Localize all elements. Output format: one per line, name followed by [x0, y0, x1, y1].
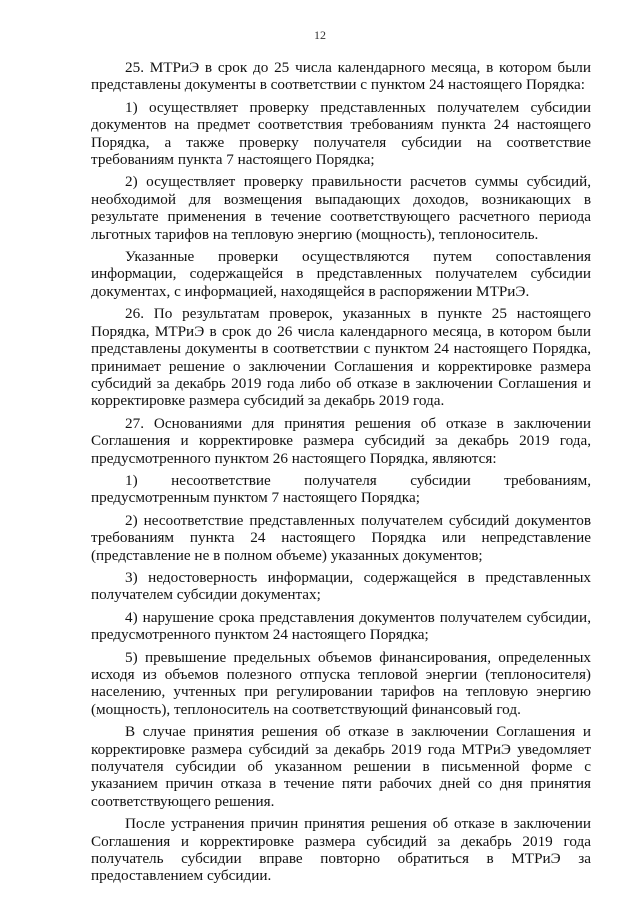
paragraph-25: 25. МТРиЭ в срок до 25 числа календарного месяца, в котором были представлены документы в соответствии с пунктом 24 настоящего Порядка:: [91, 59, 591, 94]
paragraph-27: 27. Основаниями для принятия решения об отказе в заключении Соглашения и корректировке размера субсидий за декабрь 2019 года, предусмотренного пунктом 26 настоящего Порядка, являются:: [91, 414, 591, 467]
paragraph-27-item-3: 3) недостоверность информации, содержащейся в представленных получателем субсидии документах;: [91, 568, 591, 604]
document-body: [91, 59, 591, 890]
paragraph-27-item-5: 5) превышение предельных объемов финансирования, определенных исходя из объемов полезного отпуска тепловой энергии (теплоносителя) населению, учтенных при регулировании тарифов на тепловую энергию (мощность), теплоноситель на соответствующий финансовый год.: [91, 648, 591, 718]
paragraph-reapply: После устранения причин принятия решения об отказе в заключении Соглашения и корректировке размера субсидий за декабрь 2019 года получатель субсидии вправе повторно обратиться в МТРиЭ за предоставлением субсидии.: [91, 815, 591, 885]
paragraph-25-note: Указанные проверки осуществляются путем сопоставления информации, содержащейся в представленных получателем субсидии документах, с информацией, находящейся в распоряжении МТРиЭ.: [91, 248, 591, 300]
paragraph-27-item-1: 1) несоответствие получателя субсидии требованиям, предусмотренным пунктом 7 настоящего Порядка;: [91, 471, 591, 507]
paragraph-refusal-notice: В случае принятия решения об отказе в заключении Соглашения и корректировке размера субсидий за декабрь 2019 года МТРиЭ уведомляет получателя субсидии об указанном решении в письменной форме с указанием причин отказа в течение пяти рабочих дней со дня принятия соответствующего решения.: [91, 723, 591, 810]
paragraph-25-item-1: 1) осуществляет проверку представленных получателем субсидии документов на предмет соответствия требованиям пункта 24 настоящего Порядка, а также проверку получателя субсидии на соответствие требованиям пункта 7 настоящего Порядка;: [91, 98, 591, 169]
paragraph-27-item-2: 2) несоответствие представленных получателем субсидий документов требованиям пункта 24 настоящего Порядка или непредставление (представление не в полном объеме) указанных документов;: [91, 511, 591, 564]
paragraph-27-item-4: 4) нарушение срока представления документов получателем субсидии, предусмотренного пунктом 24 настоящего Порядка;: [91, 608, 591, 644]
paragraph-25-item-2: 2) осуществляет проверку правильности расчетов суммы субсидий, необходимой для возмещения выпадающих доходов, возникающих в результате применения в течение соответствующего расчетного периода льготных тарифов на тепловую энергию (мощность), теплоноситель.: [91, 173, 591, 243]
paragraph-26: 26. По результатам проверок, указанных в пункте 25 настоящего Порядка, МТРиЭ в срок до 26 числа календарного месяца, в котором были представлены документы в соответствии с пунктом 24 настоящего Порядка, принимает решение о заключении Соглашения и корректировке размера субсидий за декабрь 2019 года либо об отказе в заключении Соглашения и корректировке размера субсидий за декабрь 2019 года.: [91, 305, 591, 410]
page-number: 12: [314, 28, 326, 42]
